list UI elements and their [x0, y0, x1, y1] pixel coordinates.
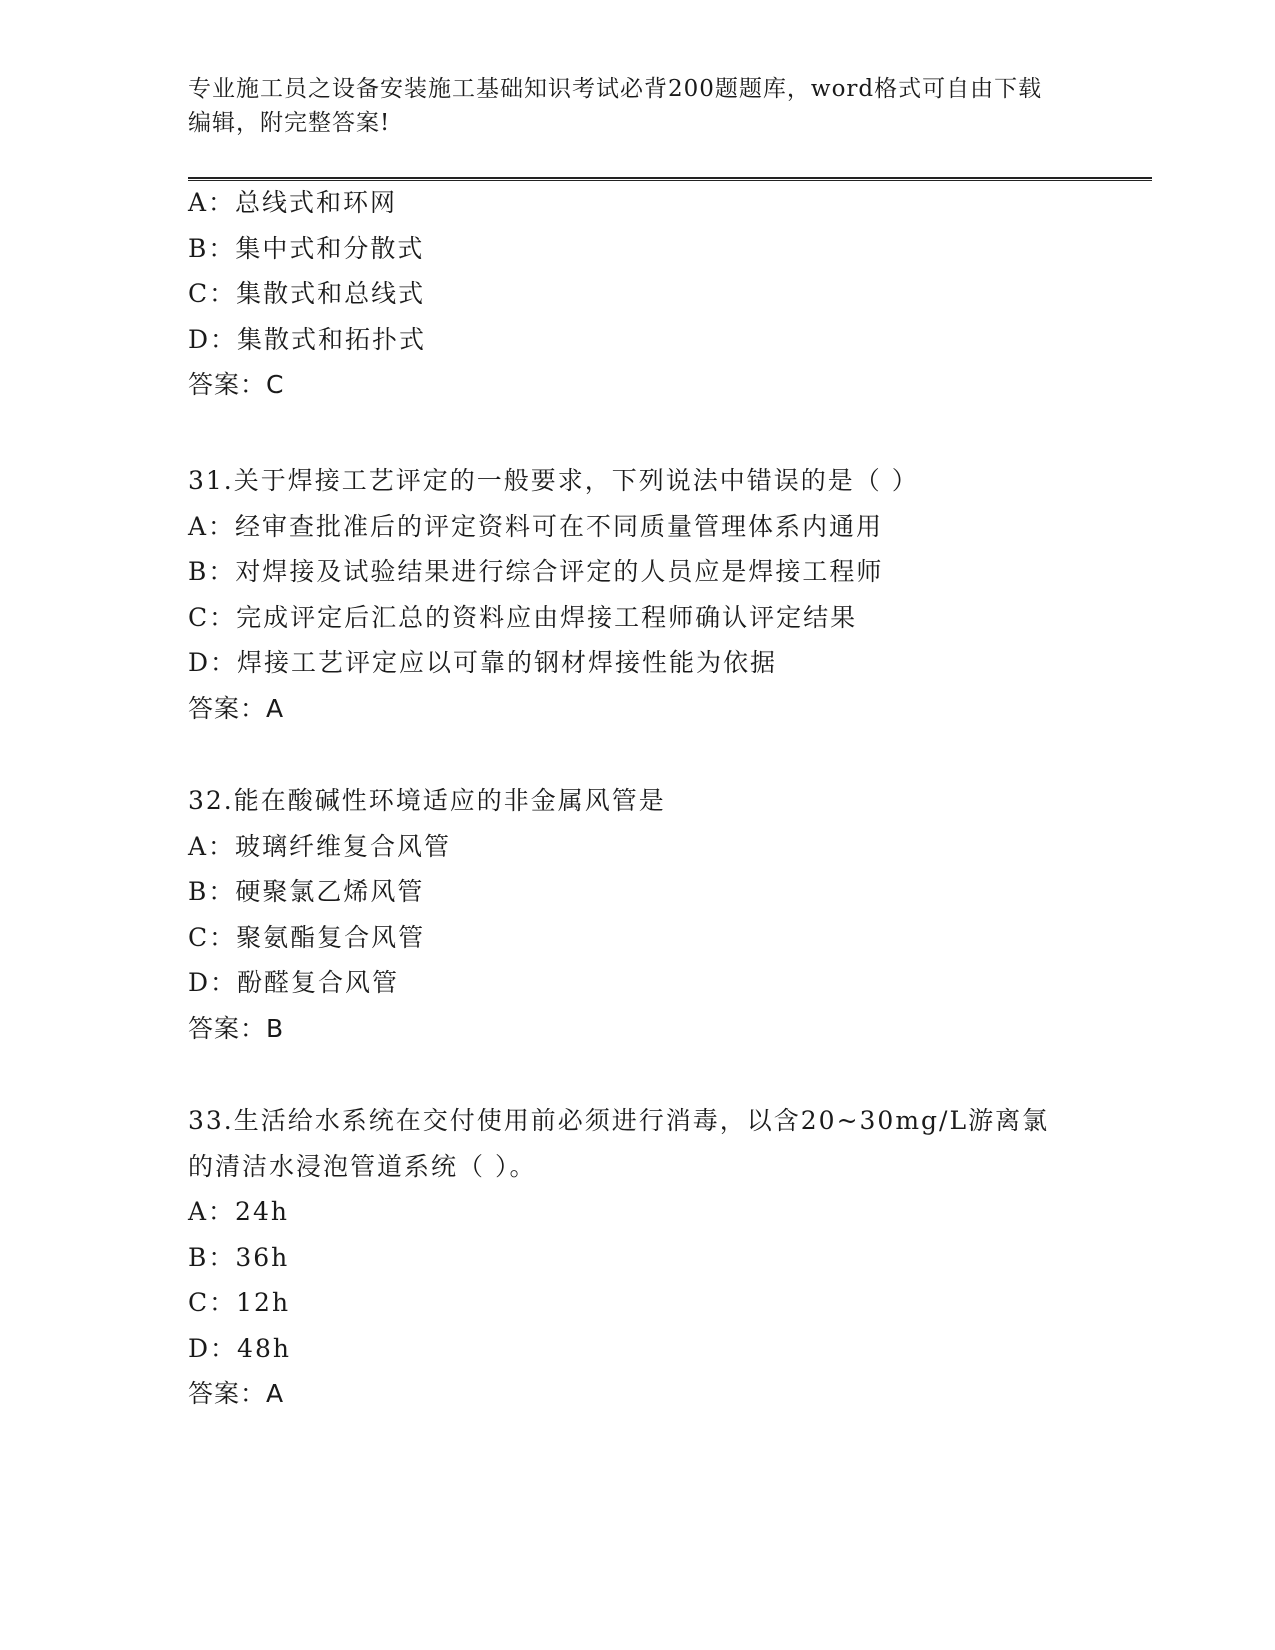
option-c: C：完成评定后汇总的资料应由焊接工程师确认评定结果: [188, 602, 858, 632]
option-a: A：24h: [188, 1197, 289, 1226]
option-d: D：48h: [188, 1333, 291, 1363]
option-d: D：酚醛复合风管: [188, 968, 400, 997]
answer-line: 答案：A: [188, 693, 285, 723]
question-stem: 32.能在酸碱性环境适应的非金属风管是: [188, 786, 666, 815]
option-a: A：玻璃纤维复合风管: [188, 831, 452, 861]
question-31: [188, 458, 1088, 731]
option-d: D：焊接工艺评定应以可靠的钢材焊接性能为依据: [188, 648, 778, 677]
document-header: [188, 72, 1088, 140]
header-line-2: 编辑，附完整答案!: [188, 110, 391, 136]
option-b: B：对焊接及试验结果进行综合评定的人员应是焊接工程师: [188, 557, 884, 586]
question-32: [188, 778, 1088, 1051]
option-d: D：集散式和拓扑式: [188, 324, 427, 354]
question-30-partial: [188, 180, 1088, 408]
answer-line: 答案：B: [188, 1013, 285, 1043]
option-a: A：总线式和环网: [188, 188, 398, 217]
option-b: B：集中式和分散式: [188, 233, 425, 263]
option-c: C：聚氨酯复合风管: [188, 922, 426, 952]
option-b: B：36h: [188, 1242, 290, 1272]
question-stem: 31.关于焊接工艺评定的一般要求，下列说法中错误的是（ ）: [188, 466, 919, 495]
option-c: C：12h: [188, 1288, 291, 1317]
option-b: B：硬聚氯乙烯风管: [188, 877, 425, 906]
question-stem-line-1: 33.生活给水系统在交付使用前必须进行消毒，以含20~30mg/L游离氯: [188, 1106, 1050, 1135]
answer-line: 答案：A: [188, 1379, 285, 1408]
option-a: A：经审查批准后的评定资料可在不同质量管理体系内通用: [188, 511, 884, 541]
header-line-1: 专业施工员之设备安装施工基础知识考试必背200题题库，word格式可自由下载: [188, 76, 1043, 102]
question-33: [188, 1098, 1088, 1417]
question-stem-line-2: 的清洁水浸泡管道系统（ ）。: [188, 1151, 537, 1181]
option-c: C：集散式和总线式: [188, 279, 426, 308]
answer-line: 答案：C: [188, 370, 285, 399]
